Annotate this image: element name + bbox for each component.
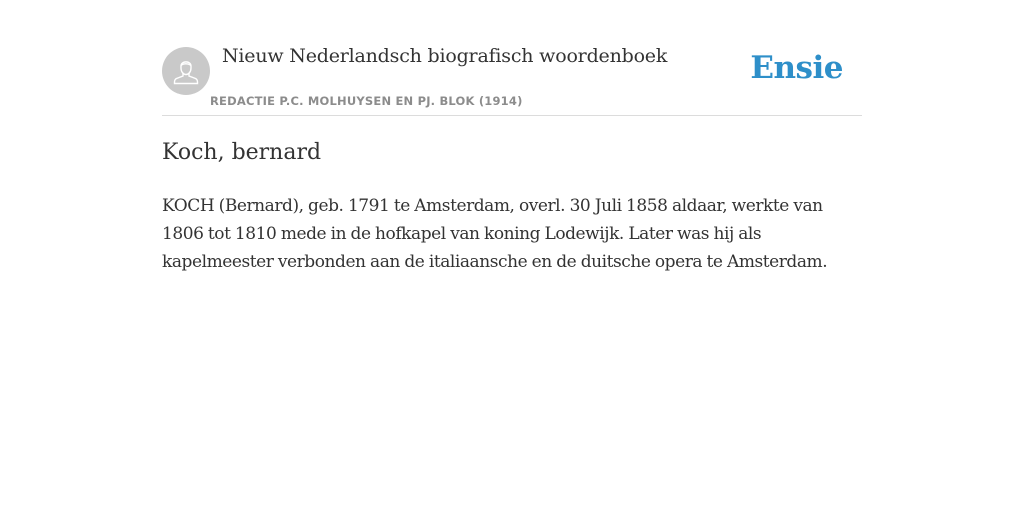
book-editor: REDACTIE P.C. MOLHUYSEN EN PJ. BLOK (1914) [210, 94, 523, 108]
entry-title: Koch, bernard [162, 140, 322, 165]
page [162, 0, 862, 272]
entry-body: KOCH (Bernard), geb. 1791 te Amsterdam, overl. 30 Juli 1858 aldaar, werkte van 1806 tot 1810 mede in de hofkapel van koning Lodewijk. Later was hij als kapelmeester verbonden aan de italiaansche en de duitsche opera te Amsterdam. [162, 196, 828, 272]
ensie-logo[interactable]: Ensie [750, 50, 843, 86]
avatar[interactable] [162, 47, 210, 95]
page-header [162, 0, 862, 116]
book-title[interactable]: Nieuw Nederlandsch biografisch woordenboek [222, 45, 668, 67]
